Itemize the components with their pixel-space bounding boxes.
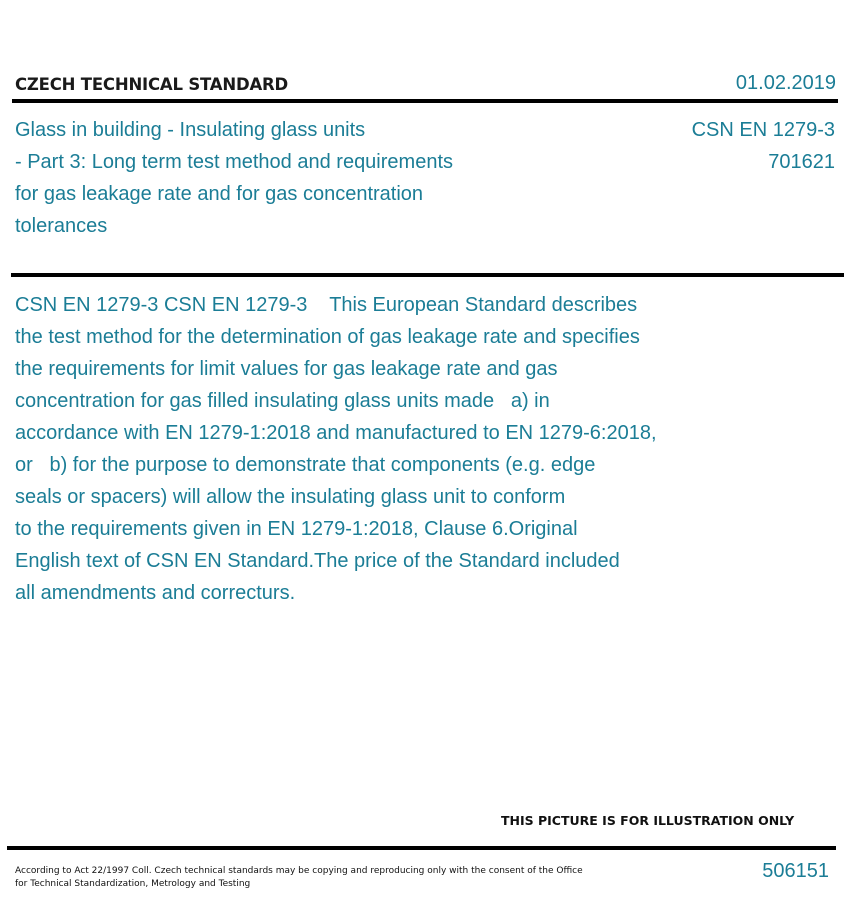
standard-description [15, 289, 735, 609]
description-line: all amendments and correcturs. [15, 582, 296, 604]
publication-date: 01.02.2019 [735, 72, 836, 94]
standard-title-line: Glass in building - Insulating glass units [15, 119, 366, 141]
description-line: concentration for gas filled insulating glass units made a) in [15, 390, 550, 412]
title-divider [11, 273, 844, 277]
description-line: accordance with EN 1279-1:2018 and manufactured to EN 1279-6:2018, [15, 422, 657, 444]
standard-title [15, 114, 535, 242]
standard-title-line: - Part 3: Long term test method and requirements [15, 151, 453, 173]
description-line: seals or spacers) will allow the insulating glass unit to conform [15, 486, 566, 508]
header-divider [12, 99, 838, 103]
description-line: English text of CSN EN Standard.The price of the Standard included [15, 550, 620, 572]
illustration-notice: THIS PICTURE IS FOR ILLUSTRATION ONLY [501, 813, 795, 828]
legal-notice-line: According to Act 22/1997 Coll. Czech technical standards may be copying and reproducing only with the consent of the Office [15, 866, 583, 876]
document-type-label: CZECH TECHNICAL STANDARD [15, 75, 289, 94]
description-line: to the requirements given in EN 1279-1:2018, Clause 6.Original [15, 518, 578, 540]
description-line: or b) for the purpose to demonstrate that components (e.g. edge [15, 454, 596, 476]
description-line: CSN EN 1279-3 CSN EN 1279-3 This European Standard describes [15, 294, 638, 316]
standard-title-line: tolerances [15, 215, 108, 237]
description-line: the requirements for limit values for gas leakage rate and gas [15, 358, 558, 380]
footer-divider [7, 846, 836, 850]
legal-notice-line: for Technical Standardization, Metrology and Testing [15, 879, 251, 889]
document-id: 506151 [762, 860, 829, 882]
standard-code: CSN EN 1279-3 [691, 119, 835, 141]
legal-notice [15, 865, 585, 891]
description-line: the test method for the determination of gas leakage rate and specifies [15, 326, 640, 348]
standard-number: 701621 [768, 151, 835, 173]
standard-title-line: for gas leakage rate and for gas concentration [15, 183, 424, 205]
